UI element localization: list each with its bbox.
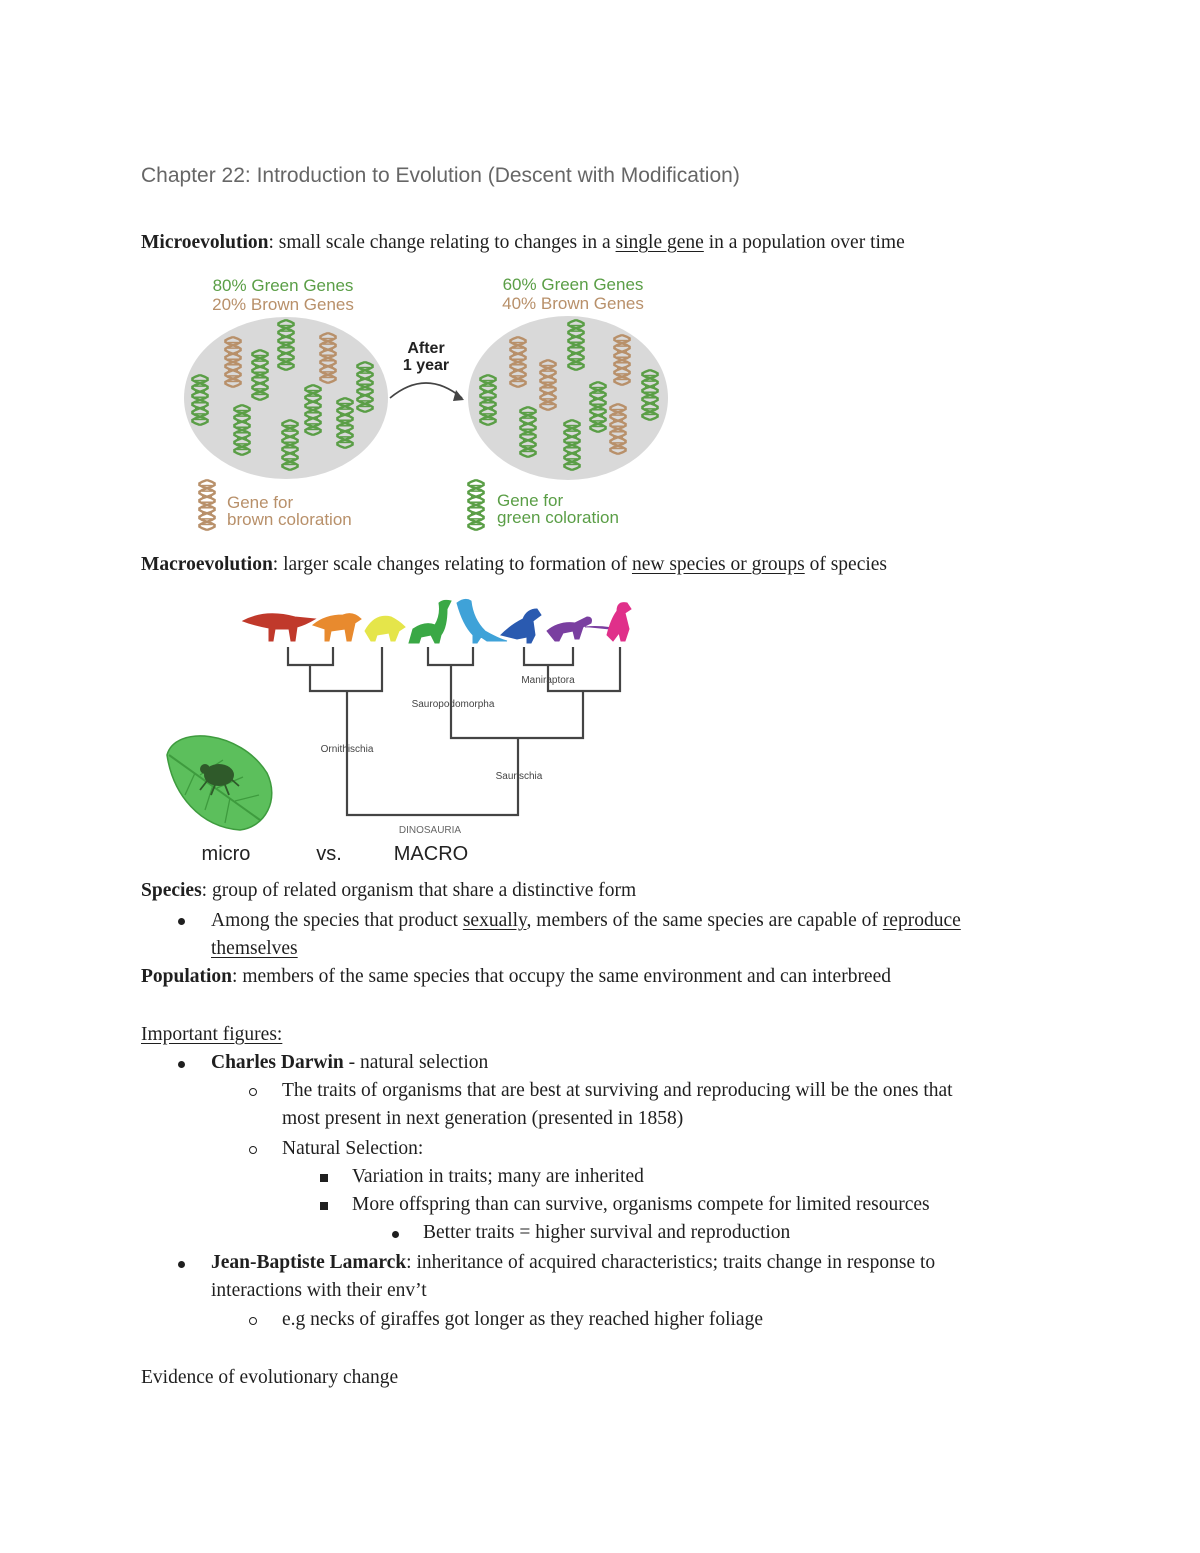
lamarck-item	[211, 1249, 935, 1277]
microevolution-text: : small scale change relating to changes in a	[268, 232, 616, 253]
legend-brown-line1: Gene for	[227, 493, 294, 512]
arrow-label-year: 1 year	[402, 357, 450, 374]
natural-selection-item2-sub: Better traits = higher survival and reproduction	[423, 1222, 791, 1243]
darwin-desc: - natural selection	[343, 1052, 489, 1073]
page-title: Chapter 22: Introduction to Evolution (Descent with Modification)	[141, 164, 740, 187]
microevolution-term: Microevolution	[141, 232, 269, 253]
clade-sauropodomorpha: Sauropodomorpha	[411, 699, 495, 710]
microevolution-definition	[141, 229, 905, 257]
natural-selection-item2: More offspring than can survive, organisms compete for limited resources	[352, 1194, 930, 1215]
bullet-dot	[178, 1061, 185, 1068]
darwin-name: Charles Darwin	[211, 1052, 344, 1073]
time-arrow	[390, 383, 462, 398]
lamarck-name: Jean-Baptiste Lamarck	[211, 1252, 407, 1273]
macroevolution-text-end: of species	[804, 554, 888, 575]
species-bullet-underlined-1: sexually	[462, 910, 527, 931]
legend-brown-line2: brown coloration	[227, 510, 352, 529]
species-definition	[141, 877, 636, 905]
macro-label: MACRO	[393, 843, 469, 865]
evidence-heading: Evidence of evolutionary change	[141, 1367, 399, 1388]
right-green-label: 60% Green Genes	[502, 275, 644, 294]
microevolution-figure	[170, 270, 690, 545]
dinosaur-silhouette-icon	[243, 614, 315, 641]
bullet-circle	[249, 1146, 257, 1154]
population-text: : members of the same species that occupy the same environment and can interbreed	[232, 966, 891, 987]
species-bullet-line1	[211, 907, 961, 935]
macroevolution-underlined: new species or groups	[631, 554, 805, 575]
lamarck-sub: e.g necks of giraffes got longer as they reached higher foliage	[282, 1309, 763, 1330]
bullet-circle	[249, 1317, 257, 1325]
macroevolution-figure	[155, 595, 655, 870]
species-bullet-underlined-2: reproduce	[882, 910, 961, 931]
dinosaur-silhouette-icon	[501, 609, 541, 643]
lamarck-desc: : inheritance of acquired characteristics; traits change in response to	[406, 1252, 936, 1273]
bullet-square	[320, 1202, 328, 1210]
left-green-label: 80% Green Genes	[212, 276, 354, 295]
legend-green-line2: green coloration	[497, 508, 619, 527]
population-term: Population	[141, 966, 233, 987]
right-brown-label: 40% Brown Genes	[502, 294, 644, 313]
darwin-sub1-line1: The traits of organisms that are best at surviving and reproducing will be the ones that	[282, 1080, 953, 1101]
species-bullet-line2: themselves	[211, 938, 298, 959]
bullet-dot	[178, 1261, 185, 1268]
dinosaur-silhouette-icon	[313, 614, 361, 641]
population-definition	[141, 963, 891, 991]
dinosaur-silhouette-icon	[365, 616, 405, 641]
cladogram-lines	[288, 647, 620, 815]
macroevolution-definition	[141, 551, 887, 579]
natural-selection-item1: Variation in traits; many are inherited	[352, 1166, 644, 1187]
dinosaur-silhouette-icon	[409, 600, 451, 643]
macroevolution-term: Macroevolution	[141, 554, 273, 575]
micro-label: micro	[201, 843, 251, 865]
bullet-square	[320, 1174, 328, 1182]
bullet-circle	[249, 1088, 257, 1096]
lamarck-desc-line2: interactions with their env’t	[211, 1280, 427, 1301]
bullet-dot	[178, 918, 185, 925]
left-brown-label: 20% Brown Genes	[212, 295, 354, 314]
darwin-item	[211, 1049, 488, 1077]
species-bullet-text-mid: , members of the same species are capable of	[526, 910, 883, 931]
dna-helix-icon	[468, 480, 483, 530]
microevolution-text-end: in a population over time	[703, 232, 905, 253]
vs-label: vs.	[316, 843, 342, 865]
clade-dinosauria: DINOSAURIA	[398, 825, 462, 836]
dna-helix-icon	[199, 480, 214, 530]
darwin-sub2: Natural Selection:	[282, 1138, 424, 1159]
species-bullet-text: Among the species that product	[211, 910, 463, 931]
dinosaur-silhouette-icon	[457, 599, 507, 643]
bullet-dot	[392, 1231, 399, 1238]
clade-maniraptora: Maniraptora	[521, 675, 575, 686]
species-text: : group of related organism that share a distinctive form	[201, 880, 637, 901]
species-term: Species	[141, 880, 202, 901]
dinosaur-silhouette-icon	[607, 603, 631, 641]
clade-saurischia: Saurischia	[495, 771, 543, 782]
important-figures-heading: Important figures:	[141, 1024, 283, 1045]
darwin-sub1-line2: most present in next generation (presented in 1858)	[282, 1108, 684, 1129]
macroevolution-text: : larger scale changes relating to formation of	[272, 554, 632, 575]
arrow-label-after: After	[407, 340, 445, 357]
legend-green-line1: Gene for	[497, 491, 564, 510]
clade-ornithischia: Ornithischia	[320, 744, 374, 755]
microevolution-underlined: single gene	[615, 232, 704, 253]
dinosaur-silhouettes	[243, 599, 631, 643]
